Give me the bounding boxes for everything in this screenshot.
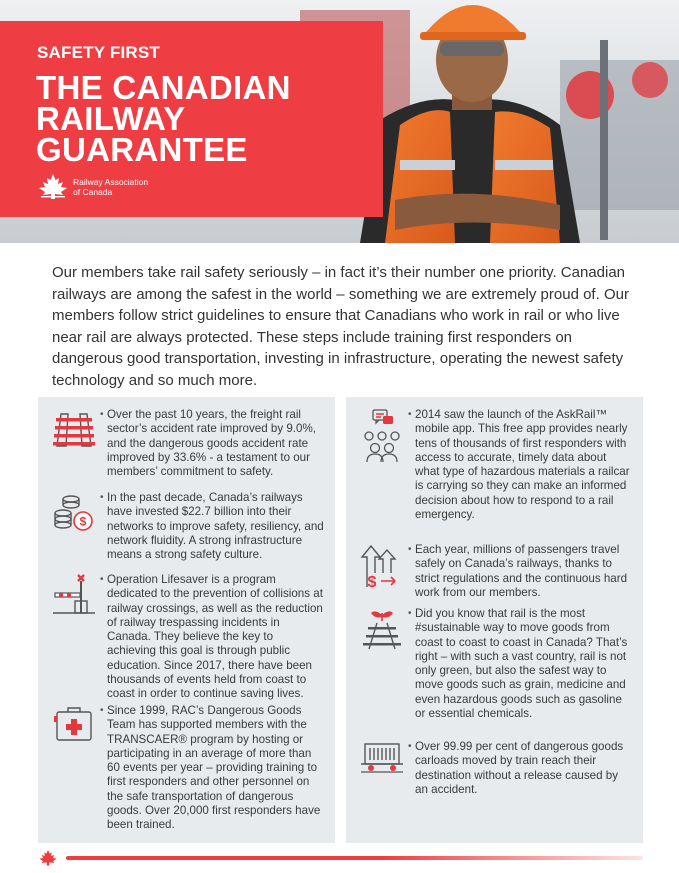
fact-icon-wrap bbox=[356, 740, 408, 797]
fact-item-transcaer bbox=[48, 704, 325, 833]
fact-icon-wrap bbox=[48, 408, 100, 479]
fact-icon-wrap bbox=[356, 607, 408, 721]
fact-text: • In the past decade, Canada’s railways have invested $22.7 billion into their networks to improve safety, resiliency, and network fluidity. A strong infrastructure means a strong safety culture. bbox=[100, 491, 325, 562]
community-chat-icon bbox=[359, 408, 405, 464]
footer-maple-leaf-icon bbox=[38, 849, 58, 867]
fact-item-investment bbox=[48, 491, 325, 562]
maple-leaf-train-logo-icon bbox=[37, 173, 69, 201]
fact-item-passengers bbox=[356, 543, 633, 600]
fact-icon-wrap bbox=[356, 408, 408, 522]
railcar-icon bbox=[359, 740, 405, 776]
fact-icon-wrap bbox=[356, 543, 408, 600]
fact-text: • Over 99.99 per cent of dangerous goods carloads moved by train reach their destination without a release caused by an accident. bbox=[408, 740, 633, 797]
footer-divider bbox=[66, 856, 643, 860]
fact-item-dangerous-goods bbox=[356, 740, 633, 797]
intro-paragraph: Our members take rail safety seriously – in fact it’s their number one priority. Canadian railways are among the safest in the world – something we are extremely proud of. Our members follow strict guidelines to ensure that Canadians who work in rail or who live near rail are always protected. These steps include training first responders on dangerous good transportation, investing in infrastructure, operating the newest safety technology and so much more. bbox=[52, 264, 629, 389]
fact-item-askrail bbox=[356, 408, 633, 522]
fact-text: • Since 1999, RAC’s Dangerous Goods Team has supported members with the TRANSCAER® program by hosting or participating in an average of more than 60 events per year – providing training to first responders and other personnel on the safe transportation of dangerous goods. Over 20,000 first responders have been trained. bbox=[100, 704, 325, 833]
brand-name bbox=[73, 177, 153, 197]
page-title bbox=[36, 69, 291, 168]
svg-text:$: $ bbox=[367, 574, 377, 589]
brand-line-1: Railway Association bbox=[73, 177, 149, 187]
growth-arrows-dollar-icon bbox=[359, 543, 405, 589]
fact-text: • Did you know that rail is the most #sustainable way to move goods from coast to coast to coast in Canada? That’s right – with such a vast country, rail is not only green, but also the safest way to move goods such as grain, medicine and even hazardous goods such as gasoline or essential chemicals. bbox=[408, 607, 633, 721]
railway-crossing-icon bbox=[51, 573, 97, 617]
fact-item-sustainable bbox=[356, 607, 633, 721]
fact-icon-wrap bbox=[48, 491, 100, 562]
brand-logo-block bbox=[37, 173, 153, 201]
left-facts-column bbox=[38, 397, 335, 843]
brand-line-2: of Canada bbox=[73, 187, 113, 197]
first-aid-kit-icon bbox=[51, 704, 97, 748]
title-line-1: THE CANADIAN bbox=[36, 69, 291, 106]
fact-icon-wrap bbox=[48, 573, 100, 702]
sprout-track-icon bbox=[359, 607, 405, 651]
hero-banner bbox=[0, 0, 679, 243]
railway-track-icon bbox=[51, 408, 97, 452]
coins-dollar-icon bbox=[51, 491, 97, 535]
fact-text: • Over the past 10 years, the freight rail sector’s accident rate improved by 9.0%, and the dangerous goods accident rate improved by 33.6% - a testament to our members’ commitment to safety. bbox=[100, 408, 325, 479]
right-facts-column bbox=[346, 397, 643, 843]
title-line-2: RAILWAY bbox=[36, 100, 186, 137]
fact-text: • 2014 saw the launch of the AskRail™ mobile app. This free app provides nearly tens of thousands of first responders with access to accurate, timely data about what type of hazardous materials a railcar is carrying so they can make an informed decision about how to respond to a rail emergency. bbox=[408, 408, 633, 522]
fact-icon-wrap bbox=[48, 704, 100, 833]
svg-text:$: $ bbox=[79, 514, 87, 529]
fact-item-operation-lifesaver bbox=[48, 573, 325, 702]
kicker-label: SAFETY FIRST bbox=[37, 43, 160, 62]
fact-item-accident-rate bbox=[48, 408, 325, 479]
fact-text: • Operation Lifesaver is a program dedicated to the prevention of collisions at railway crossings, as well as the reduction of railway trespassing incidents in Canada. They believe the key to achieving this goal is through public education. Since 2017, there have been thousands of events held from coast to coast in order to continue saving lives. bbox=[100, 573, 325, 702]
title-line-3: GUARANTEE bbox=[36, 131, 248, 168]
fact-text: • Each year, millions of passengers travel safely on Canada’s railways, thanks to strict regulations and the continuous hard work from our members. bbox=[408, 543, 633, 600]
